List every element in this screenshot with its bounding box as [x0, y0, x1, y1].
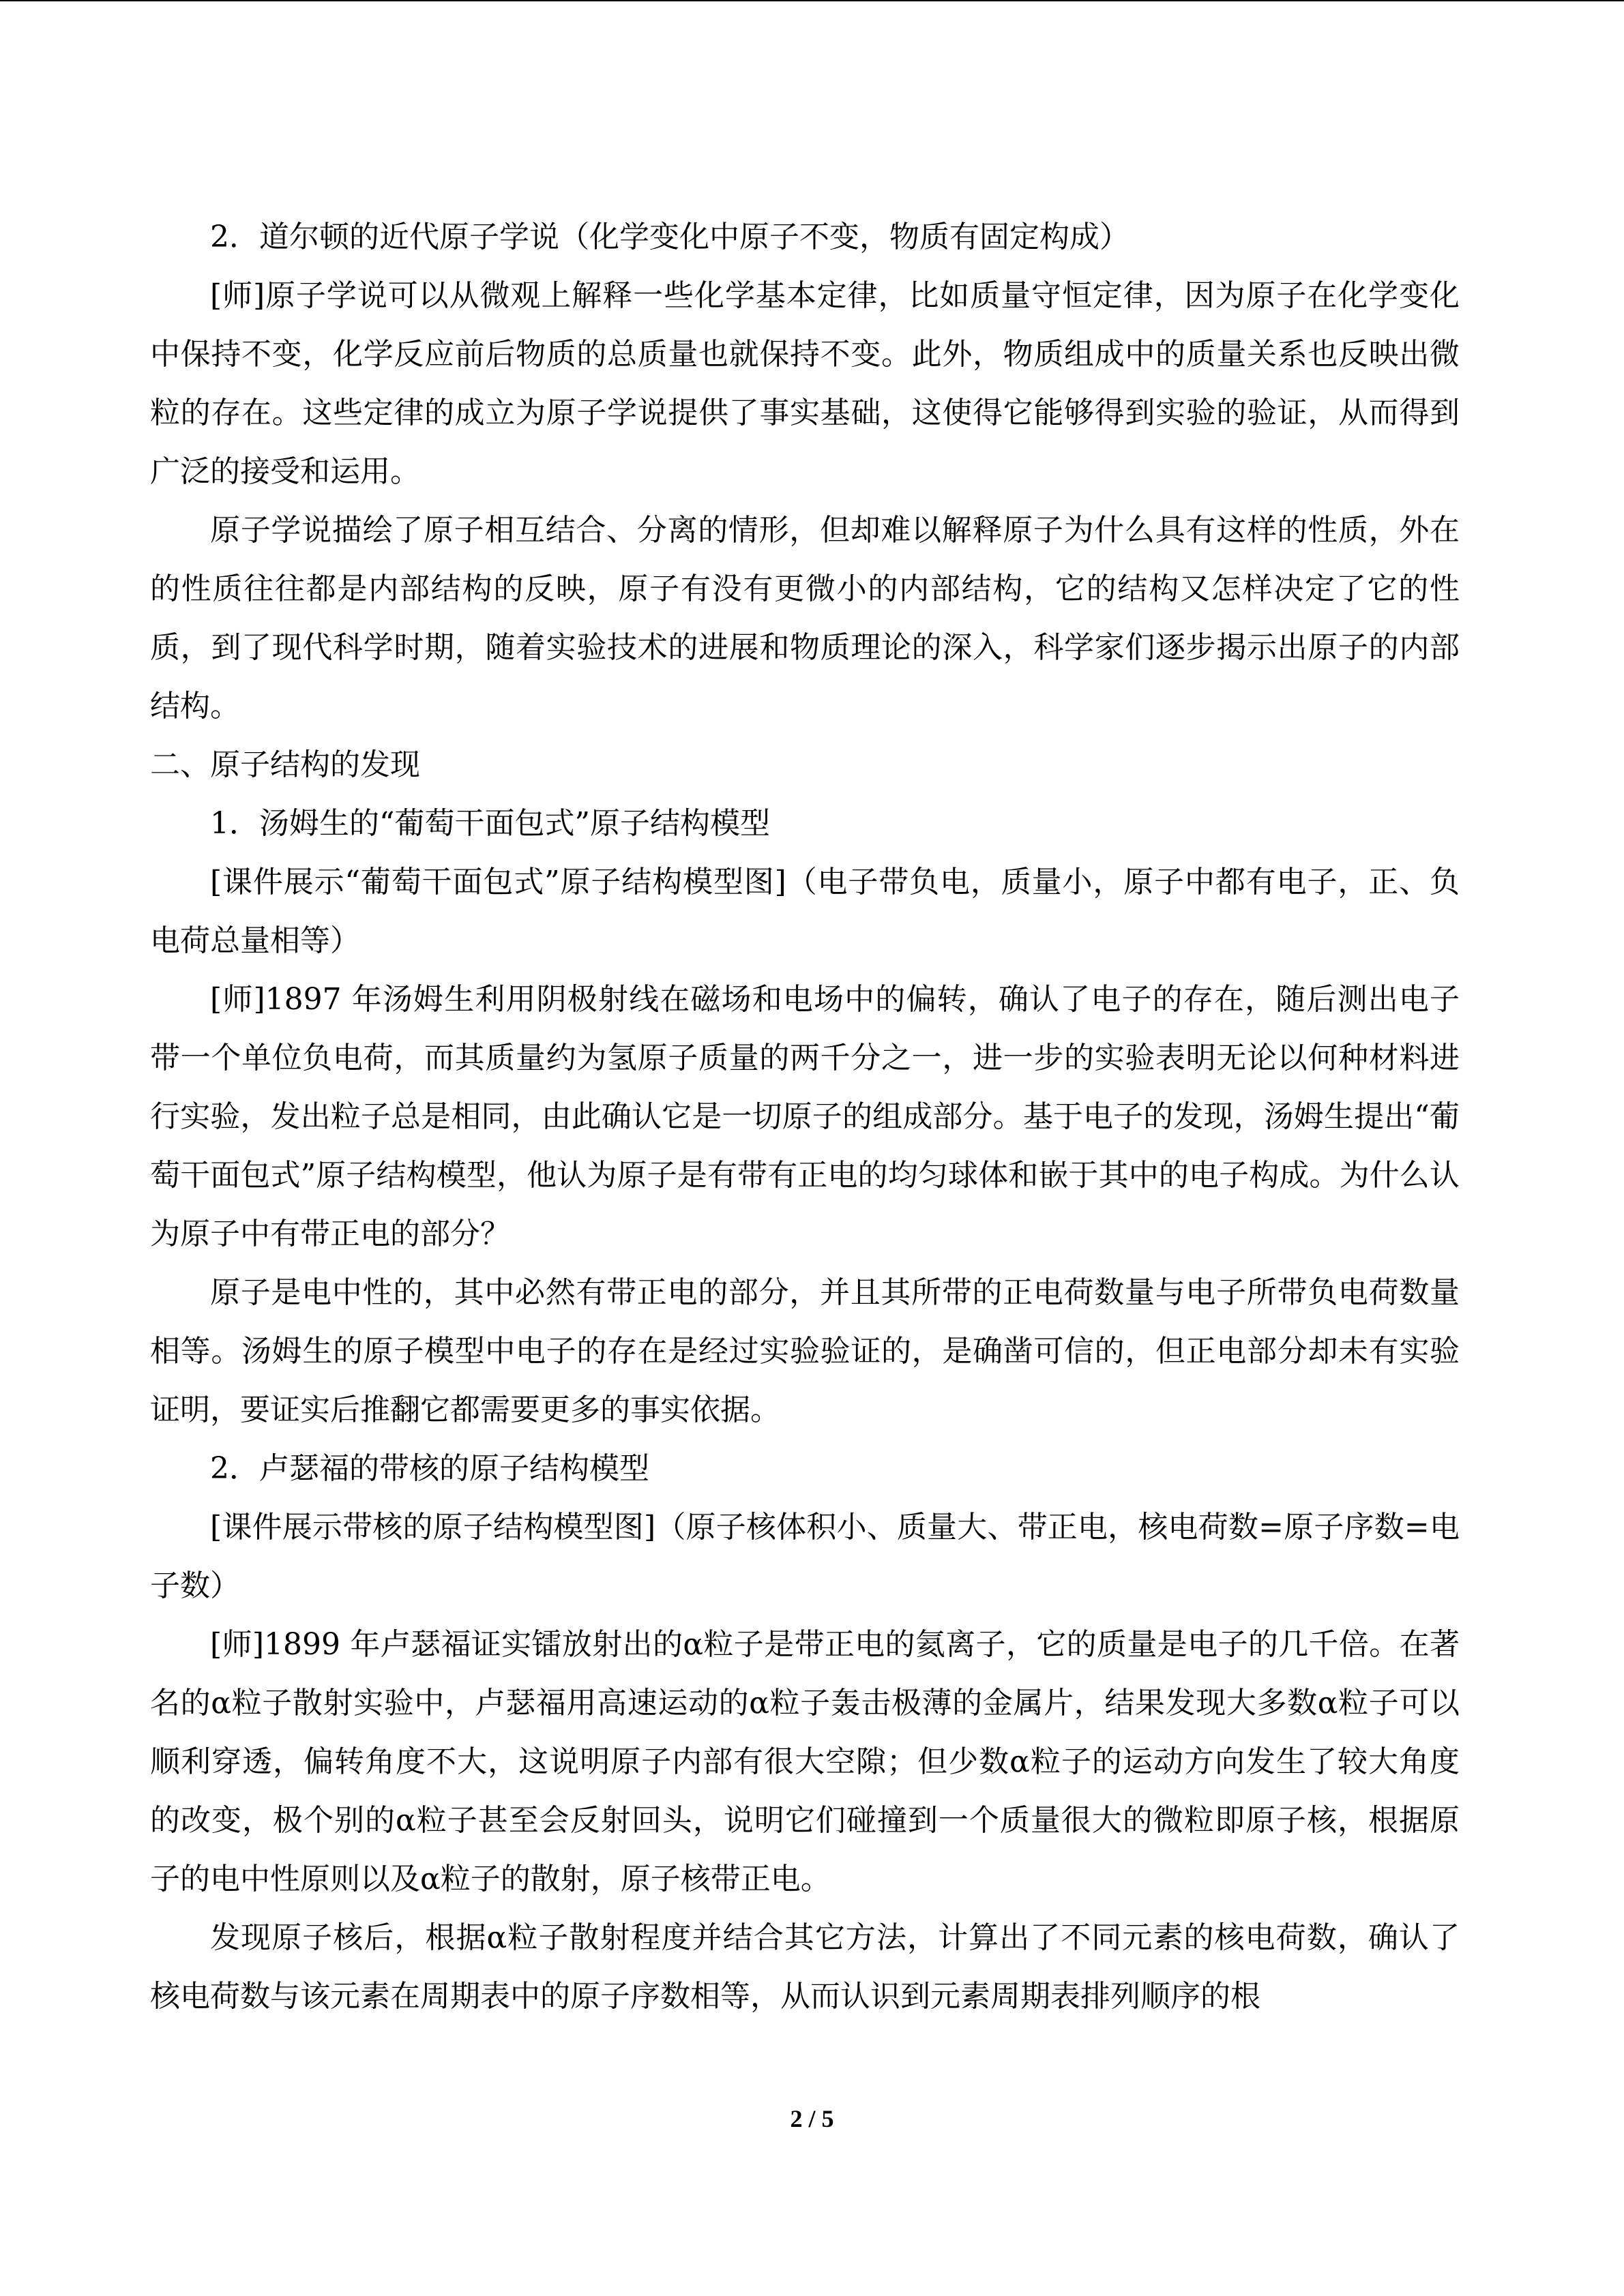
page-number: 2 / 5 [790, 2105, 834, 2132]
section-heading: 二、原子结构的发现 [150, 747, 420, 782]
paragraph: 原子学说描绘了原子相互结合、分离的情形，但却难以解释原子为什么具有这样的性质，外在的性质往往都是内部结构的反映，原子有没有更微小的内部结构，它的结构又怎样决定了它的性质，到了现代科学时期，随着实验技术的进展和物质理论的深入，科学家们逐步揭示出原子的内部结构。 [150, 513, 1460, 724]
paragraph: [师]1899 年卢瑟福证实镭放射出的α粒子是带正电的氦离子，它的质量是电子的几千倍。在著名的α粒子散射实验中，卢瑟福用高速运动的α粒子轰击极薄的金属片，结果发现大多数α粒子可以顺利穿透，偏转角度不大，这说明原子内部有很大空隙；但少数α粒子的运动方向发生了较大角度的改变，极个别的α粒子甚至会反射回头，说明它们碰撞到一个质量很大的微粒即原子核，根据原子的电中性原则以及α粒子的散射，原子核带正电。 [150, 1627, 1460, 1896]
paragraph: [师]原子学说可以从微观上解释一些化学基本定律，比如质量守恒定律，因为原子在化学变化中保持不变，化学反应前后物质的总质量也就保持不变。此外，物质组成中的质量关系也反映出微粒的存在。这些定律的成立为原子学说提供了事实基础，这使得它能够得到实验的验证，从而得到广泛的接受和运用。 [150, 278, 1460, 489]
top-border-line [0, 0, 1624, 1]
document-body [150, 208, 1460, 2026]
paragraph: [课件展示带核的原子结构模型图]（原子核体积小、质量大、带正电，核电荷数=原子序数=电子数） [150, 1510, 1460, 1603]
paragraph: [课件展示“葡萄干面包式”原子结构模型图]（电子带负电，质量小，原子中都有电子，正、负电荷总量相等） [150, 865, 1460, 958]
subsection-heading: 2．卢瑟福的带核的原子结构模型 [210, 1451, 649, 1486]
paragraph: 原子是电中性的，其中必然有带正电的部分，并且其所带的正电荷数量与电子所带负电荷数量相等。汤姆生的原子模型中电子的存在是经过实验验证的，是确凿可信的，但正电部分却未有实验证明，要证实后推翻它都需要更多的事实依据。 [150, 1275, 1460, 1427]
subsection-heading: 1．汤姆生的“葡萄干面包式”原子结构模型 [210, 806, 770, 841]
paragraph: 发现原子核后，根据α粒子散射程度并结合其它方法，计算出了不同元素的核电荷数，确认了核电荷数与该元素在周期表中的原子序数相等，从而认识到元素周期表排列顺序的根 [150, 1920, 1460, 2014]
paragraph: 2．道尔顿的近代原子学说（化学变化中原子不变，物质有固定构成） [210, 220, 1130, 254]
paragraph: [师]1897 年汤姆生利用阴极射线在磁场和电场中的偏转，确认了电子的存在，随后测出电子带一个单位负电荷，而其质量约为氢原子质量的两千分之一，进一步的实验表明无论以何种材料进行实验，发出粒子总是相同，由此确认它是一切原子的组成部分。基于电子的发现，汤姆生提出“葡萄干面包式”原子结构模型，他认为原子是有带有正电的均匀球体和嵌于其中的电子构成。为什么认为原子中有带正电的部分？ [150, 982, 1460, 1251]
